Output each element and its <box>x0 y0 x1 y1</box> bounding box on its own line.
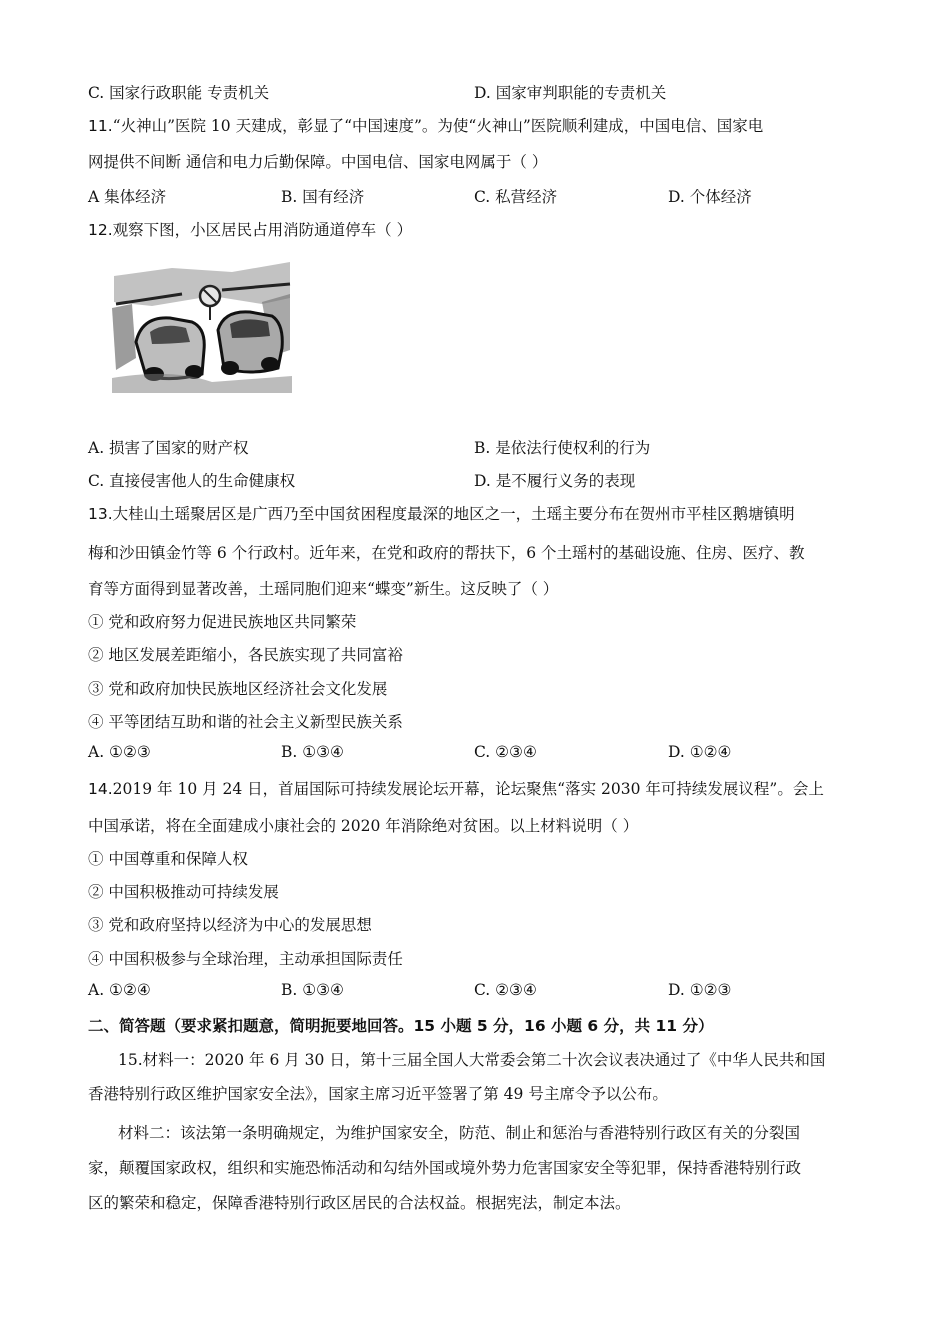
q14-number: 14. <box>88 780 113 798</box>
q12-option-c: C. 直接侵害他人的生命健康权 <box>88 472 296 490</box>
q15-material2-line3: 区的繁荣和稳定，保障香港特别行政区居民的合法权益。根据宪法，制定本法。 <box>88 1194 631 1212</box>
q13-stem-line1 <box>88 502 795 524</box>
q11-option-d: D. 个体经济 <box>668 188 752 206</box>
q10-option-c: C. 国家行政职能 专责机关 <box>88 84 270 102</box>
q10-option-d: D. 国家审判职能的专责机关 <box>474 84 667 102</box>
q12-option-d: D. 是不履行义务的表现 <box>474 472 636 490</box>
q14-option-d: D. ①②③ <box>668 981 732 999</box>
section-2-heading: 二、简答题（要求紧扣题意，简明扼要地回答。15 小题 5 分，16 小题 6 分，共 11 分） <box>88 1017 714 1035</box>
q14-option-b: B. ①③④ <box>281 981 344 999</box>
q14-stem-line1 <box>88 777 824 799</box>
q14-text1: 2019 年 10 月 24 日，首届国际可持续发展论坛开幕，论坛聚焦“落实 2030 年可持续发展议程”。会上 <box>112 780 824 798</box>
q13-statement-4: ④ 平等团结互助和谐的社会主义新型民族关系 <box>88 713 403 731</box>
q12-number: 12. <box>88 221 113 239</box>
q12-stem-line1 <box>88 218 412 240</box>
q13-option-d: D. ①②④ <box>668 743 732 761</box>
q14-option-c: C. ②③④ <box>474 981 537 999</box>
q13-statement-1: ① 党和政府努力促进民族地区共同繁荣 <box>88 613 357 631</box>
q15-material1-line2: 香港特别行政区维护国家安全法》，国家主席习近平签署了第 49 号主席令予以公布。 <box>88 1085 668 1103</box>
q12-text1: 观察下图，小区居民占用消防通道停车（ ） <box>112 221 413 239</box>
cars-blocking-fire-lane-image <box>112 258 292 393</box>
q11-option-b: B. 国有经济 <box>281 188 365 206</box>
q13-stem-line3: 育等方面得到显著改善，土瑶同胞们迎来“蝶变”新生。这反映了（ ） <box>88 580 559 598</box>
q11-stem-line1 <box>88 114 763 136</box>
q15-material2-line1: 材料二：该法第一条明确规定，为维护国家安全，防范、制止和惩治与香港特别行政区有关的分裂国 <box>118 1124 801 1142</box>
q15-material1-line1: 15.材料一：2020 年 6 月 30 日，第十三届全国人大常委会第二十次会议表决通过了《中华人民共和国 <box>118 1051 826 1069</box>
q12-option-b: B. 是依法行使权利的行为 <box>474 439 651 457</box>
q13-text1: 大桂山土瑶聚居区是广西乃至中国贫困程度最深的地区之一，土瑶主要分布在贺州市平桂区鹅塘镇明 <box>112 505 795 523</box>
q14-statement-1: ① 中国尊重和保障人权 <box>88 850 248 868</box>
q14-statement-2: ② 中国积极推动可持续发展 <box>88 883 279 901</box>
q14-option-a: A. ①②④ <box>88 981 151 999</box>
q13-stem-line2: 梅和沙田镇金竹等 6 个行政村。近年来，在党和政府的帮扶下，6 个土瑶村的基础设施、住房、医疗、教 <box>88 544 805 562</box>
q13-option-b: B. ①③④ <box>281 743 344 761</box>
q13-statement-2: ② 地区发展差距缩小，各民族实现了共同富裕 <box>88 646 403 664</box>
q11-stem-line2: 网提供不间断 通信和电力后勤保障。中国电信、国家电网属于（ ） <box>88 153 548 171</box>
q12-option-a: A. 损害了国家的财产权 <box>88 439 249 457</box>
q14-stem-line2: 中国承诺，将在全面建成小康社会的 2020 年消除绝对贫困。以上材料说明（ ） <box>88 817 639 835</box>
q11-number: 11. <box>88 117 113 135</box>
q11-option-a: A 集体经济 <box>88 188 167 206</box>
q13-option-a: A. ①②③ <box>88 743 151 761</box>
q14-statement-3: ③ 党和政府坚持以经济为中心的发展思想 <box>88 916 372 934</box>
q13-statement-3: ③ 党和政府加快民族地区经济社会文化发展 <box>88 680 388 698</box>
q14-statement-4: ④ 中国积极参与全球治理，主动承担国际责任 <box>88 950 403 968</box>
q15-material2-line2: 家，颠覆国家政权，组织和实施恐怖活动和勾结外国或境外势力危害国家安全等犯罪，保持香港特别行政 <box>88 1159 802 1177</box>
q13-number: 13. <box>88 505 113 523</box>
q13-option-c: C. ②③④ <box>474 743 537 761</box>
q11-text1: “火神山”医院 10 天建成，彰显了“中国速度”。为使“火神山”医院顺利建成，中国电信、国家电 <box>112 117 764 135</box>
q11-option-c: C. 私营经济 <box>474 188 558 206</box>
